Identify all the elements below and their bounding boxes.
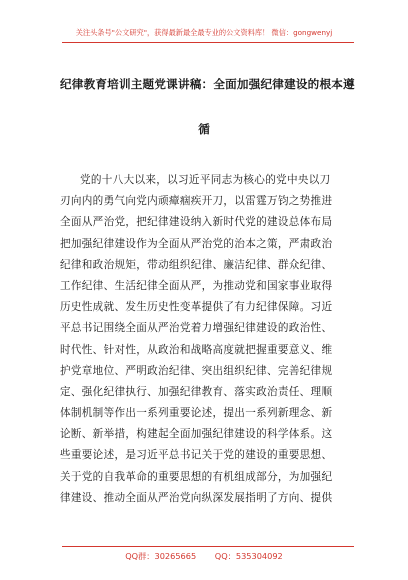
footer [0,551,408,562]
document-title: 纪律教育培训主题党课讲稿：全面加强纪律建设的根本遵 [60,77,355,91]
footer-qq-group: QQ群：30265665 [125,551,197,561]
body-line: 体制机制等作出一系列重要论述，提出一系列新理念、新 [60,407,333,420]
body-line: 律建设、推动全面从严治党向纵深发展指明了方向、提供 [60,491,333,504]
body-line: 定、强化纪律执行、加强纪律教育、落实政治责任、理顺 [60,385,333,398]
body-line: 护党章地位、严明政治纪律、突出组织纪律、完善纪律规 [60,364,333,377]
body-line: 些重要论述，是习近平总书记关于党的建设的重要思想、 [60,449,333,462]
body-line: 平总书记围绕全面从严治党着力增强纪律建设的政治性、 [60,322,333,335]
body-line: 纪律和政治规矩，带动组织纪律、廉洁纪律、群众纪律、 [60,258,333,271]
body-line: 历史性成就、发生历史性变革提供了有力纪律保障。习近 [60,301,333,314]
body-line: 党的十八大以来，以习近平同志为核心的党中央以刀 [80,174,331,186]
body-line: 把加强纪律建设作为全面从严治党的治本之策，严肃政治 [60,237,333,250]
header-banner: 关注头条号"公文研究"，获得最新最全最专业的公文资料库！ 微信：gongwenyj [75,28,333,37]
body-line: 论断、新举措，构建起全面加强纪律建设的科学体系。这 [60,428,333,441]
body-line: 刃向内的勇气向党内顽瘴痼疾开刀，以雷霆万钧之势推进 [60,195,333,208]
footer-divider [62,546,354,547]
footer-qq-number: QQ：535304092 [214,551,283,561]
document-title-continuation: 循 [198,122,210,136]
header-divider [62,42,354,43]
body-line: 关于党的自我革命的重要思想的有机组成部分，为加强纪 [60,470,333,483]
body-line: 时代性、针对性，从政治和战略高度就把握重要意义、维 [60,343,333,356]
body-line: 全面从严治党，把纪律建设纳入新时代党的建设总体布局 [60,216,333,229]
body-line: 工作纪律、生活纪律全面从严，为推动党和国家事业取得 [60,279,333,292]
document-body [60,170,352,509]
